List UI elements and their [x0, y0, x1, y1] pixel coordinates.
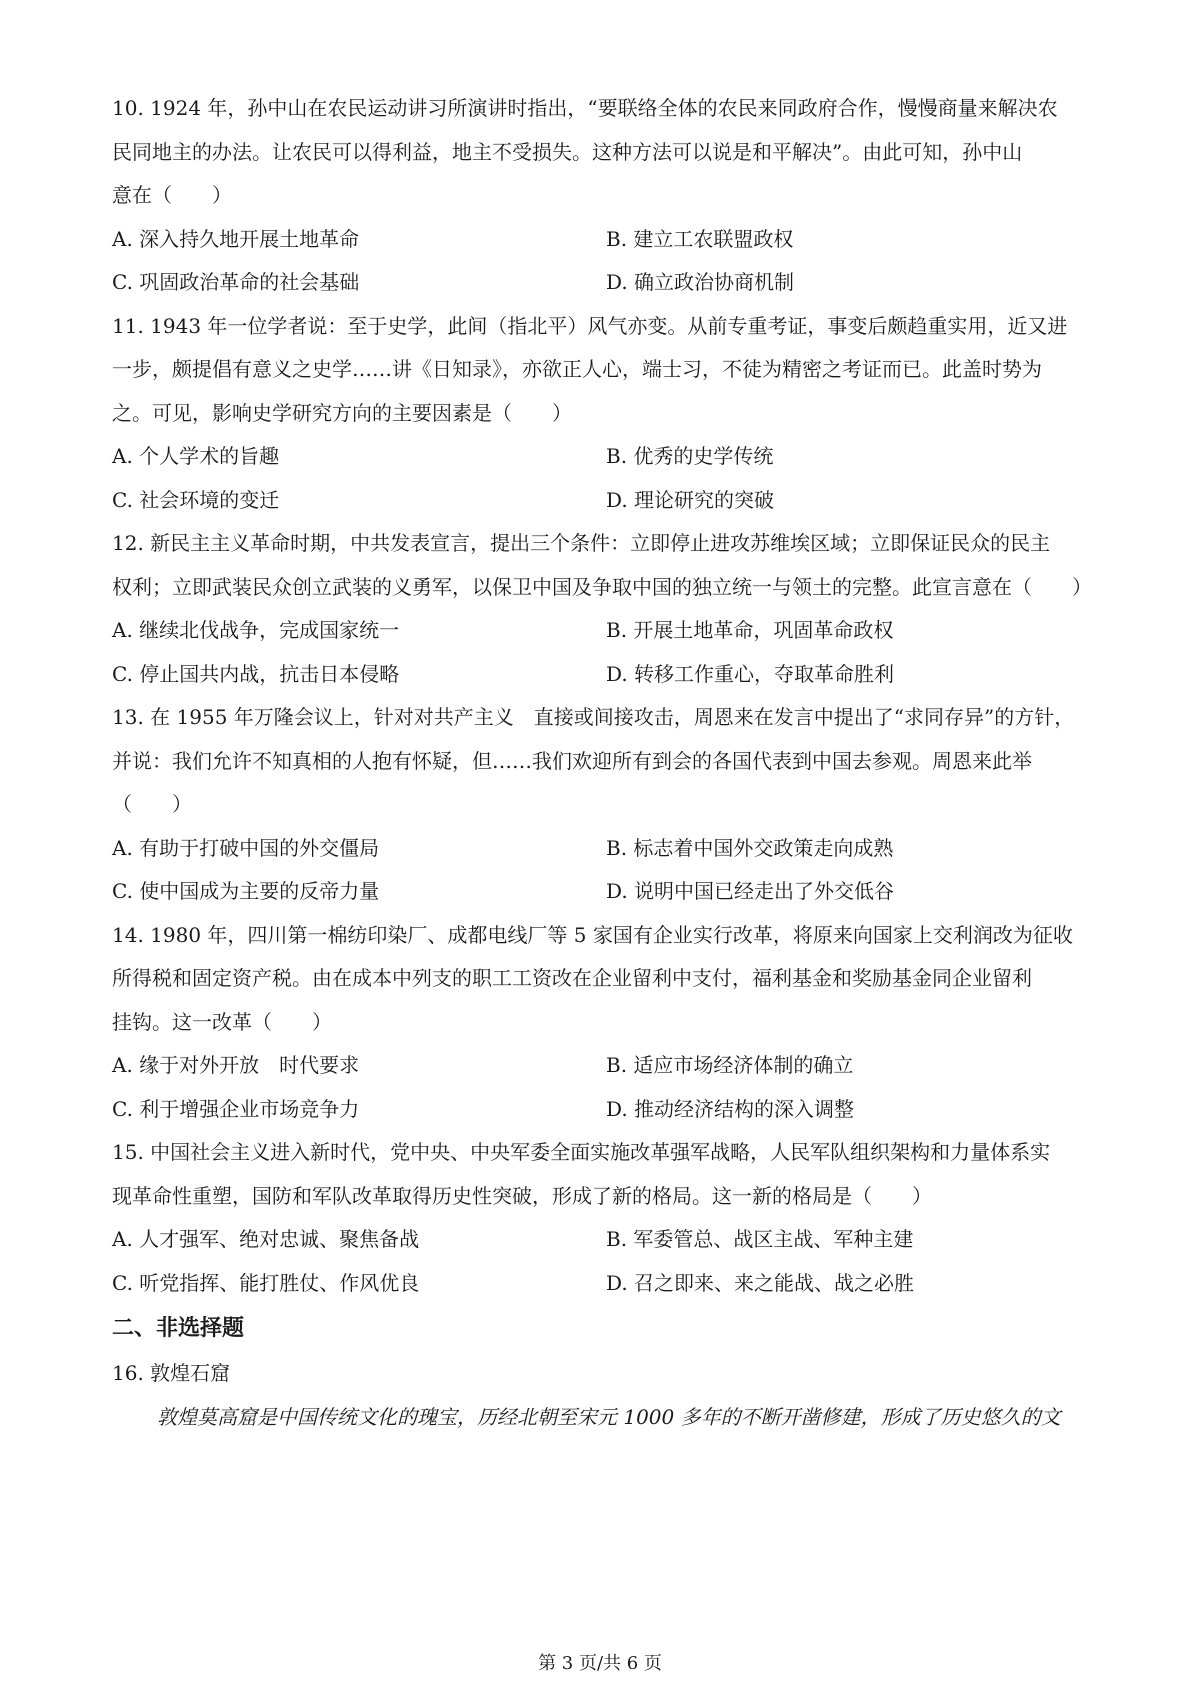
q12-line-2: 权利；立即武装民众创立武装的义勇军，以保卫中国及争取中国的独立统一与领土的完整。此宣言意在（ ） — [112, 575, 1092, 599]
q14-line-1: 14. 1980 年，四川第一棉纺印染厂、成都电线厂等 5 家国有企业实行改革，将原来向国家上交利润改为征收 — [112, 923, 1073, 947]
q12-line-1: 12. 新民主主义革命时期，中共发表宣言，提出三个条件：立即停止进攻苏维埃区域；立即保证民众的民主 — [112, 531, 1051, 555]
q15-option-d: D. 召之即来、来之能战、战之必胜 — [606, 1271, 915, 1295]
q13-option-a: A. 有助于打破中国的外交僵局 — [112, 836, 380, 860]
q10-option-d: D. 确立政治协商机制 — [606, 270, 795, 294]
q16-label: 16. 敦煌石窟 — [112, 1361, 231, 1385]
q15-option-a: A. 人才强军、绝对忠诚、聚焦备战 — [112, 1227, 420, 1251]
q11-line-1: 11. 1943 年一位学者说：至于史学，此间（指北平）风气亦变。从前专重考证，事变后颇趋重实用，近又进 — [112, 314, 1068, 338]
q10-line-2: 民同地主的办法。让农民可以得利益，地主不受损失。这种方法可以说是和平解决”。由此可知，孙中山 — [112, 140, 1023, 164]
q13-option-d: D. 说明中国已经走出了外交低谷 — [606, 879, 895, 903]
q10-line-1: 10. 1924 年，孙中山在农民运动讲习所演讲时指出，“要联络全体的农民来同政府合作，慢慢商量来解决农 — [112, 96, 1058, 120]
q15-option-c: C. 听党指挥、能打胜仗、作风优良 — [112, 1271, 420, 1295]
q12-option-d: D. 转移工作重心，夺取革命胜利 — [606, 662, 895, 686]
q14-option-b: B. 适应市场经济体制的确立 — [606, 1053, 854, 1077]
q14-line-2: 所得税和固定资产税。由在成本中列支的职工工资改在企业留利中支付，福利基金和奖励基金同企业留利 — [112, 966, 1032, 990]
q14-option-d: D. 推动经济结构的深入调整 — [606, 1097, 855, 1121]
q15-line-2: 现革命性重塑，国防和军队改革取得历史性突破，形成了新的格局。这一新的格局是（ ） — [112, 1184, 932, 1208]
q10-option-a: A. 深入持久地开展土地革命 — [112, 227, 360, 251]
q12-option-b: B. 开展土地革命，巩固革命政权 — [606, 618, 894, 642]
section-heading: 二、非选择题 — [112, 1316, 245, 1341]
q14-line-3: 挂钩。这一改革（ ） — [112, 1010, 332, 1034]
q11-option-c: C. 社会环境的变迁 — [112, 488, 280, 512]
q13-line-1: 13. 在 1955 年万隆会议上，针对对共产主义 直接或间接攻击，周恩来在发言中提出了“求同存异”的方针， — [112, 705, 1075, 729]
q12-option-c: C. 停止国共内战，抗击日本侵略 — [112, 662, 400, 686]
q12-option-a: A. 继续北伐战争，完成国家统一 — [112, 618, 400, 642]
q11-option-a: A. 个人学术的旨趣 — [112, 444, 280, 468]
q10-option-b: B. 建立工农联盟政权 — [606, 227, 794, 251]
q11-line-3: 之。可见，影响史学研究方向的主要因素是（ ） — [112, 401, 572, 425]
q11-option-b: B. 优秀的史学传统 — [606, 444, 774, 468]
q13-option-c: C. 使中国成为主要的反帝力量 — [112, 879, 380, 903]
page-number: 第 3 页/共 6 页 — [538, 1653, 662, 1674]
q14-option-a: A. 缘于对外开放 时代要求 — [112, 1053, 360, 1077]
q10-line-3: 意在（ ） — [112, 183, 232, 207]
q13-option-b: B. 标志着中国外交政策走向成熟 — [606, 836, 894, 860]
q15-line-1: 15. 中国社会主义进入新时代，党中央、中央军委全面实施改革强军战略，人民军队组织架构和力量体系实 — [112, 1140, 1051, 1164]
q14-option-c: C. 利于增强企业市场竞争力 — [112, 1097, 360, 1121]
q11-option-d: D. 理论研究的突破 — [606, 488, 775, 512]
q16-paragraph: 敦煌莫高窟是中国传统文化的瑰宝，历经北朝至宋元 1000 多年的不断开凿修建，形成了历史悠久的文 — [157, 1405, 1061, 1429]
q10-option-c: C. 巩固政治革命的社会基础 — [112, 270, 360, 294]
q15-option-b: B. 军委管总、战区主战、军种主建 — [606, 1227, 914, 1251]
q11-line-2: 一步，颇提倡有意义之史学……讲《日知录》，亦欲正人心，端士习，不徒为精密之考证而已。此盖时势为 — [112, 357, 1042, 381]
q13-line-2: 并说：我们允许不知真相的人抱有怀疑，但……我们欢迎所有到会的各国代表到中国去参观。周恩来此举 — [112, 749, 1032, 773]
q13-line-3: （ ） — [112, 792, 192, 816]
